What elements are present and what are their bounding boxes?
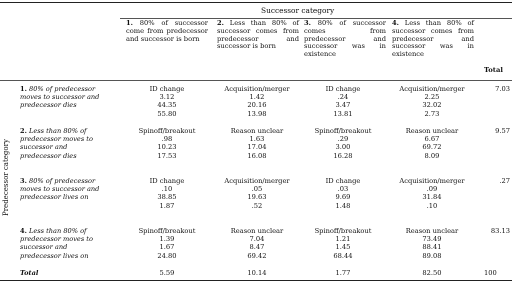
total-row-c1: 5.59	[159, 269, 175, 277]
total-row-c2: 10.14	[247, 269, 267, 277]
cell-r1-c2: Acquisition/merger 1.42 20.16 13.98	[224, 85, 290, 118]
cell-r1-c3: ID change .24 3.47 13.81	[325, 85, 361, 118]
cell-r1-c4: Acquisition/merger 2.25 32.02 2.73	[399, 85, 465, 118]
successor-category-header: Successor category	[261, 6, 335, 15]
cell-r4-c3: Spinoff/breakout 1.21 1.45 68.44	[314, 227, 372, 260]
grand-total: 100	[484, 269, 497, 277]
top-rule	[0, 2, 512, 3]
cell-r2-c3: Spinoff/breakout .29 3.00 16.28	[314, 127, 372, 160]
total-header: Total	[484, 66, 503, 74]
row-label-3: 3. 80% of predecessor moves to successor and predecessor lives on	[20, 177, 100, 202]
row-4-total: 83.13	[490, 227, 510, 235]
cell-r3-c4: Acquisition/merger .09 31.84 .10	[399, 177, 465, 210]
col-header-4: 4. Less than 80% of successor comes from predecessor and successor was in existence	[392, 19, 474, 59]
row-label-4: 4. Less than 80% of predecessor moves to successor and predecessor lives on	[20, 227, 93, 260]
col-header-1: 1. 80% of successor come from predecessor and successor is born	[126, 19, 208, 43]
row-1-total: 7.03	[495, 85, 510, 93]
total-row-c3: 1.77	[335, 269, 351, 277]
total-row-label: Total	[20, 269, 39, 277]
row-label-1: 1. 80% of predecessor moves to successor and predecessor dies	[20, 85, 100, 110]
cell-r4-c4: Reason unclear 73.49 88.41 89.08	[405, 227, 459, 260]
bottom-rule	[0, 280, 512, 281]
col-header-2: 2. Less than 80% of successor comes from predecessor and successor is born	[217, 19, 299, 51]
row-2-total: 9.57	[495, 127, 510, 135]
row-label-2: 2. Less than 80% of predecessor moves to successor and predecessor dies	[20, 127, 93, 160]
cell-r1-c1: ID change 3.12 44.35 55.80	[149, 85, 185, 118]
predecessor-category-label: Predecessor category	[2, 139, 10, 216]
cell-r2-c2: Reason unclear 1.63 17.04 16.08	[230, 127, 284, 160]
cell-r3-c2: Acquisition/merger .05 19.63 .52	[224, 177, 290, 210]
cell-r3-c3: ID change .03 9.69 1.48	[325, 177, 361, 210]
cell-r2-c4: Reason unclear 6.67 69.72 8.09	[405, 127, 459, 160]
col-header-3: 3. 80% of successor comes from predecessor and successor was in existence	[304, 19, 386, 59]
cell-r3-c1: ID change .10 38.85 1.87	[149, 177, 185, 210]
row-3-total: .27	[499, 177, 510, 185]
cell-r4-c2: Reason unclear 7.04 8.47 69.42	[230, 227, 284, 260]
header-bottom-rule	[0, 80, 512, 81]
total-row-c4: 82.50	[422, 269, 442, 277]
cell-r4-c1: Spinoff/breakout 1.39 1.67 24.80	[138, 227, 196, 260]
cell-r2-c1: Spinoff/breakout .98 10.23 17.53	[138, 127, 196, 160]
